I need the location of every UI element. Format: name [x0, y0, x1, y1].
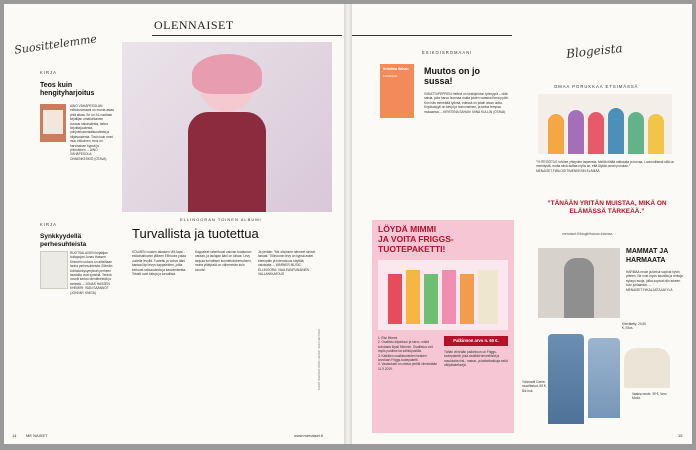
fashion-text: HARMAA neule ja farkut sopivat hyvin yhteen. Ne ovat myös kauniita ja rentoja syksyn asuja, jotka sopivat niin arkeen kuin juhlaankin. – MENAISET.FI/KALASTAJAKYLÄ [626, 270, 683, 292]
novel-kicker: ESIKOISROMAANI [422, 50, 473, 55]
fashion-photo [538, 248, 620, 318]
header-rule-right [352, 35, 512, 36]
sweater-image [624, 348, 670, 388]
right-page [352, 4, 692, 444]
book-review-text: AINO VÄHÄPESOLAN esikoisromaani on monta asiaa yhtä aikaa. Se on 24-vuotiaan kirjailijan omakohtainen kuvaus naiseudesta, tarina kirjoittajuudesta, pohjoissuomalaisuudesta ja hiljaisuudesta. Tosin kuin moni muu esikoinen, teos on harvinaisen kypsä ja yhtenäinen. – AINO VÄHÄPESOLA: ONNENKESKIÖ (OTAVA) [70, 104, 114, 161]
contest-headline-2: JA VOITA FRIGGS- [378, 234, 454, 244]
fashion-price-2: Kierrätetty, 20,90 €, Ellos. [622, 322, 647, 331]
contest-headline-3: TUOTEPAKETTI! [378, 244, 446, 254]
book-cover-image [40, 104, 66, 142]
blog-script-title: Blogeista [565, 41, 624, 61]
folio-number-right: 15 [678, 433, 683, 438]
fashion-title: MAMMAT JA HARMAATA [626, 248, 668, 264]
kirja2-review-text: RUOTSALAISEN kirjailijan kultapojan Jonas Hassen Khemirin uutuus on aiheiltaan tarina perhesuhteista. Elämän kohtalonkysymykset perheen taustalla ovat synkkiä. Terävä novelli kertoo identiteetistä ja kielestä. – JONAS HASSEN KHEMIRI: ISÄN SÄÄNNÖT (JOHNNY KNIGA) [70, 251, 113, 295]
fashion-price-3: Vaalea neule, 39 €, Vero Moda. [632, 392, 667, 401]
blog-kicker: OMAA PORUKKAA ETSIMÄSSÄ [554, 84, 639, 89]
jeans-image-2 [588, 338, 620, 418]
book-title: Teos kuin hengityharjoitus [40, 82, 95, 97]
contest-step: 4. Vastaukset on oltava perillä viimeistään 11.9.2019. [378, 362, 438, 371]
blog-quote: ”TÄNÄÄN YRITÄN MUISTAA, MIKÄ ON ELÄMÄSSÄ TÄRKEÄÄ.” [547, 200, 667, 215]
folio-url: www.menaiset.fi [294, 433, 323, 438]
kirja2-cover-image [40, 251, 68, 289]
jeans-image-1 [548, 334, 584, 424]
novel-title: Muutos on jo sussa! [424, 66, 480, 86]
article-column-3: Ja perään: ”Me olisimme nähneet siniset taivaat.” Ellinooran levy on kypsä askel eteenpäin ja tulevaisuus näyttää valoisalta. – WARNER MUSIC: ELLINOORA: VAALEANPUNAINEN VALLANKUMOUS [258, 250, 316, 277]
folio-name: ME NAISET [26, 433, 48, 438]
contest-step: 1. Etsi Mimmi. [378, 336, 399, 340]
header-rule [152, 35, 342, 36]
article-title: Turvallista ja tuotettua [132, 226, 259, 241]
contest-step: 3. Kaikkien osallistuneiden kesken arvotaan Friggs-tuotepaketti. [378, 353, 427, 363]
article-column-2: Kappaleet rakentuvat vahvan tuotannon varaan, ja laulajan ääni on kirkas. Levy tarjoaa turvallisen kuuntelukokemuksen, mutta yllätyksiä on vähemmän kuin toivoisi. [195, 250, 252, 272]
blog-illustration [538, 94, 672, 154]
left-page [4, 4, 344, 444]
kirja2-kicker: KIRJA [40, 222, 57, 227]
magazine-section-title: OLENNAISET [154, 18, 234, 32]
photo-credit: KUVAT: WARNER MUSIC GROUP; KARI LEHTINEN [318, 328, 321, 390]
contest-headline-1: LÖYDÄ MIMMI [378, 224, 437, 234]
contest-step: 2. Osallistu kilpailuun ja kerro, mistä kohdasta löysit Mimmin. Osallistua voit myös postitse tai sähköpostilla. [378, 340, 433, 354]
contest-steps [378, 336, 438, 371]
singer-photo [122, 42, 332, 212]
cover-subtitle: FILMAAJA [383, 74, 398, 78]
kirja2-title: Synkkyydellä perhesuhteista [40, 233, 87, 248]
contest-products-image [378, 260, 508, 330]
contest-box [372, 220, 514, 433]
contest-prize-text: Tähän vihreään palkintoon on Friggs-tuotepaketti, joka sisältää terveellisiä ja maukkaita riisi-, maissi- ja tattarikakkuja sekä välipalakeksejä. [444, 350, 508, 368]
cover-title: Kristiina Sahan [383, 67, 409, 71]
novel-cover-image [380, 64, 414, 118]
article-column-1: KOLMEN vuoden takaisen Villi lapsi -esikoisalbumin jälkeen Ellinoora palaa uudella levyllä. Tuotettu ja vahva ääni kantaa läpi levyn kappaleiden, jotka kertovat rakkaudesta ja kasvamisesta. Tekstit ovat tuttuja ja turvallisia. [132, 250, 187, 277]
folio-number: 14 [12, 433, 17, 438]
blog-text: ”YHTEISÖTUS toivilee yhteyden tarpeesta. Meiltä riittää rakkautta ja turvaa. Luonnollisesti sillä on merkitystä, mutta siinä auttaa myös se, että löytää oman porukan.” MENAISET.FI/BLOGIT/MENEKSIN ELÄMÄÄ [536, 160, 675, 173]
novel-text: VIIDATTAPEPPIEN Hellevi on keskijohdon työmyyrä – niitä naisia, joita harva huomaa mutta joiden varassa firma pyörii. Kun hän menettää työnsä, edessä on jotain aivan uutta. Kirjoitustyyli on kevyt ja humoristinen, ja tarina tempaa mukaansa. – KRISTIINA SAHAN: MINÄ KULLIN (OTAVA) [424, 92, 509, 114]
article-kicker: ELLINOORAN TOINEN ALBUMI [180, 217, 262, 222]
contest-prize-badge: Palkinnon arvo n. 60 €. [444, 336, 508, 346]
page-gutter [344, 4, 352, 444]
section-script-title: Suosittelemme [13, 32, 98, 57]
blog-quote-source: menaiset.fi/blogit/ihanan-elamaa [562, 232, 613, 236]
fashion-price-1: Yohmadti Carrie-muotifarkut, 65 €, Bik bok. [522, 380, 547, 393]
book-kicker: KIRJA [40, 70, 57, 75]
